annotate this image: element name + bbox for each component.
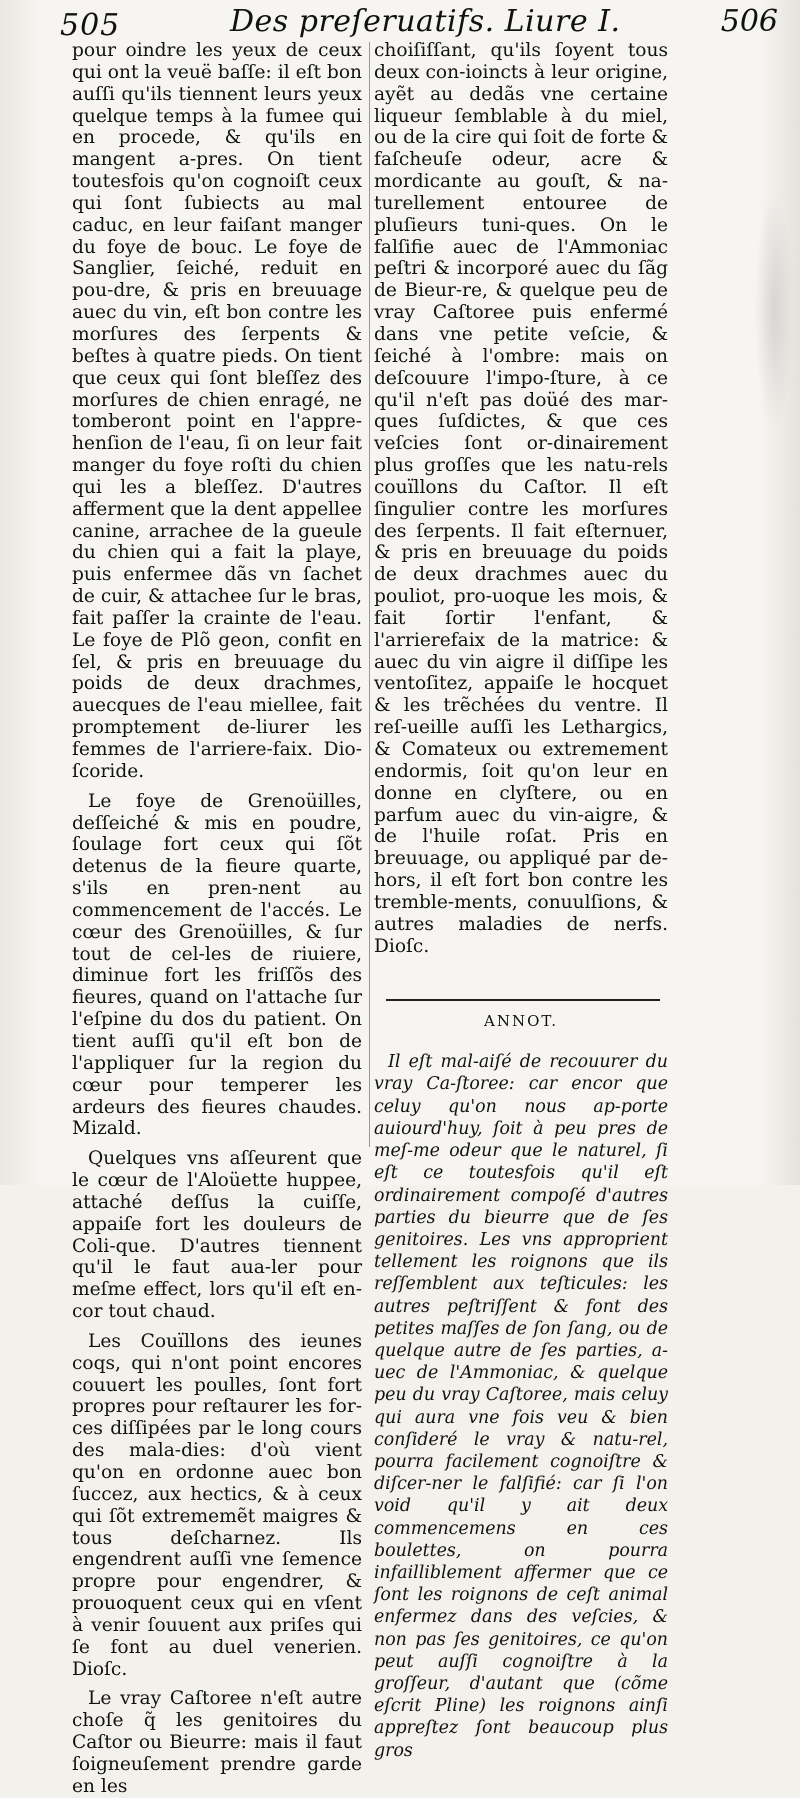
- paragraph-frog-liver: Le foye de Grenoüilles, deſſeiché & mis en poudre, ſoulage fort ceux qui ſõt detenus de la fieure quarte, s'ils en pren-nent au commencement de l'accés. Le cœur des Grenoüilles, & ſur tout de cel-les de riuiere, diminue fort les friſſõs des fieures, quand on l'attache ſur l'eſpine du dos du patient. On tient auſſi qu'il eſt bon de l'appliquer ſur la region du cœur pour temperer les ardeurs des fieures chaudes. Mizald.: [72, 790, 362, 1140]
- right-page-number: 506: [720, 4, 778, 39]
- left-column: [72, 40, 362, 1798]
- annotation-text: Il eſt mal-aiſé de recouurer du vray Ca-ſtoree: car encor que celuy qu'on nous ap-porte auiourd'huy, ſoit à peu pres de meſ-me odeur que le naturel, ſi eſt ce toutesfois qu'il eſt ordinairement compoſé d'autres parties du bieurre que de ſes genitoires. Les vns approprient tellement les roignons que ils reſſemblent aux teſticules: les autres peſtriſſent & font des petites maſſes de ſon ſang, ou de quelque autre de ſes parties, a-uec de l'Ammoniac, & quelque peu du vray Caſtoree, mais celuy qui aura vne fois veu & bien conſideré le vray & natu-rel, pourra facilement cognoiſtre & diſcer-ner le falſifié: car ſi l'on void qu'il y ait deux commencemens en ces boulettes, on pourra infailliblement affermer que ce ſont les roignons de ceſt animal enfermez dans des veſcies, & non pas ſes genitoires, ce qu'on peut auſſi cognoiſtre à la groſſeur, d'autant que (cõme eſcrit Pline) les roignons ainſi appreſtez ſont beaucoup plus gros: [374, 1052, 668, 1761]
- paragraph-cock-stones: Les Couïllons des ieunes coqs, qui n'ont point encores couuert les poulles, ſont fort propres pour reſtaurer les for-ces diſſipées par le long cours des mala-dies: d'où vient qu'on en ordonne auec bon ſuccez, aux hectics, & à ceux qui ſõt extrememẽt maigres & tous deſcharnez. Ils engendrent auſſi vne ſemence propre pour engendrer, & prouoquent ceux qui en vſent à venir ſouuent aux priſes qui ſe font au duel venerien. Dioſc.: [72, 1330, 362, 1680]
- paragraph-castoreum-continued: choiſiſſant, qu'ils ſoyent tous deux con-ioincts à leur origine, ayẽt au dedãs vne certaine liqueur ſemblable à du miel, ou de la cire qui ſoit de forte & faſcheuſe odeur, acre & mordicante au gouſt, & na-turellement entouree de pluſieurs tuni-ques. On le falſifie auec de l'Ammoniac peſtri & incorporé auec du ſãg de Bieur-re, & quelque peu de vray Caſtoree puis enfermé dans vne petite veſcie, & ſeiché à l'ombre: mais on deſcouure l'impo-ſture, à ce qu'il n'eſt pas doüé des mar-ques ſuſdictes, & que ces veſcies ſont or-dinairement plus groſſes que les natu-rels couïllons du Caſtor. Il eſt ſingulier contre les morſures des ſerpents. Il fait eſternuer, & pris en breuuage du poids de deux drachmes auec du pouliot, pro-uoque les mois, & fait ſortir l'enfant, & l'arrierefaix de la matrice: & auec du vin aigre il diſſipe les ventoſitez, appaiſe le hocquet & les trẽchées du ventre. Il reſ-ueille auſſi les Lethargics, & Comateux ou extremement endormis, ſoit qu'on leur en donne en clyſtere, ou en parfum auec du vin-aigre, & de l'huile roſat. Pris en breuuage, ou appliqué par de-hors, il eſt fort bon contre les tremble-ments, conuulſions, & autres maladies de nerfs. Dioſc.: [374, 40, 668, 957]
- running-title: Des preſeruatifs. Liure I.: [230, 4, 621, 39]
- paper-stain: [754, 190, 794, 430]
- left-page-number: 505: [60, 8, 121, 43]
- paragraph-liver-remedies: pour oindre les yeux de ceux qui ont la veuë baſſe: il eſt bon auſſi qu'ils tiennent leurs yeux quelque temps à la fumee qui en procede, & qu'ils en mangent a-pres. On tient toutesfois qu'on cognoiſt ceux qui ſont ſubiects au mal caduc, en leur faiſant manger du foye de bouc. Le foye de Sanglier, ſeiché, reduit en pou-dre, & pris en breuuage auec du vin, eſt bon contre les morſures des ſerpents & beſtes à quatre pieds. On tient que ceux qui ſont bleſſez des morſures de chien enragé, ne tomberont point en l'appre-henſion de l'eau, ſi on leur fait manger du foye roſti du chien qui les a bleſſez. D'autres afferment que la dent appellee canine, arrachee de la gueule du chien qui a fait la playe, puis enfermee dãs vn ſachet de cuir, & attachee ſur le bras, fait paſſer la crainte de l'eau. Le foye de Plõ geon, confit en ſel, & pris en breuuage du poids de deux drachmes, auecques de l'eau miellee, fait promptement de-liurer les femmes de l'arriere-faix. Dio-ſcoride.: [72, 40, 362, 782]
- annotation-rule: [386, 999, 660, 1001]
- paragraph-castoreum-start: Le vray Caſtoree n'eſt autre choſe q̃ les genitoires du Caſtor ou Bieurre: mais il faut ſoigneuſement prendre garde en les: [72, 1688, 362, 1797]
- annotation-heading: ANNOT.: [484, 1012, 558, 1031]
- page-header: [60, 2, 788, 42]
- column-divider: [369, 42, 370, 1147]
- right-column: [374, 40, 668, 1762]
- paragraph-lark-heart: Quelques vns aſſeurent que le cœur de l'Aloüette huppee, attaché deſſus la cuiſſe, appaiſe fort les douleurs de Coli-que. D'autres tiennent qu'il le faut aua-ler pour meſme effect, lors qu'il eſt en-cor tout chaud.: [72, 1148, 362, 1323]
